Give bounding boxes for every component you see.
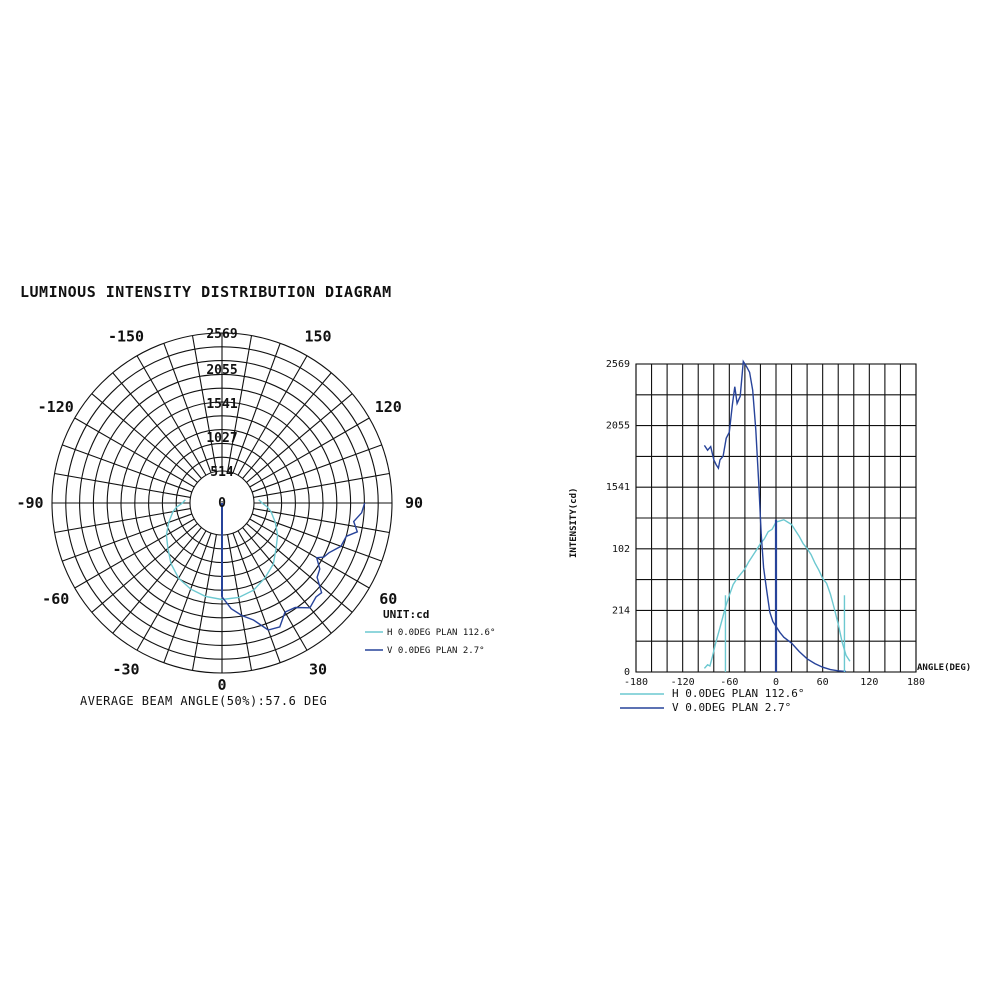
polar-angle-label: -60 [42, 590, 70, 608]
polar-angle-label: 90 [404, 494, 424, 512]
cart-legend-v-text: V 0.0DEG PLAN 2.7° [672, 701, 792, 714]
polar-angle-label: -150 [107, 327, 145, 346]
legend-h-text: H 0.0DEG PLAN 112.6° [387, 628, 496, 638]
y-tick-label: 1541 [605, 482, 630, 494]
polar-spoke [243, 373, 332, 479]
y-tick-label: 2569 [605, 359, 630, 370]
cartesian-series [704, 362, 850, 673]
x-tick-label: -120 [670, 677, 695, 688]
legend-v-text: V 0.0DEG PLAN 2.7° [387, 646, 485, 656]
polar-ring-label: 1027 [206, 431, 238, 446]
polar-spoke [247, 524, 353, 613]
y-tick-label: 0 [623, 667, 630, 678]
cart-legend-h-text: H 0.0DEG PLAN 112.6° [672, 687, 805, 700]
polar-spoke [92, 394, 198, 483]
polar-spoke [192, 535, 216, 671]
polar-spoke [62, 514, 192, 561]
y-tick-label: 214 [611, 605, 630, 617]
polar-spoke [164, 343, 211, 473]
polar-angle-label: 150 [304, 327, 332, 346]
x-tick-label: -180 [623, 677, 649, 688]
polar-chart [0, 300, 496, 720]
polar-spoke [233, 343, 280, 473]
page-title: LUMINOUS INTENSITY DISTRIBUTION DIAGRAM [20, 283, 392, 301]
polar-angle-label: 30 [308, 660, 328, 679]
polar-spoke [164, 533, 211, 663]
polar-angle-label: 120 [374, 398, 402, 416]
polar-angle-label: 60 [379, 590, 398, 608]
polar-ring-label: 1541 [206, 397, 238, 412]
polar-ring-label: 2569 [206, 327, 238, 342]
cart-series-h-line [704, 520, 850, 669]
polar-spoke [252, 514, 382, 561]
polar-spoke [252, 445, 382, 492]
x-tick-label: 60 [816, 677, 829, 688]
polar-spoke [92, 524, 198, 613]
polar-spoke [228, 535, 252, 671]
unit-label: UNIT:cd [383, 608, 430, 621]
polar-spoke [113, 373, 202, 479]
x-tick-label: 180 [906, 677, 926, 688]
y-axis-label: INTENSITY(cd) [569, 487, 579, 558]
polar-angle-label: 0 [217, 676, 227, 694]
polar-angle-label: -90 [16, 494, 44, 512]
polar-spoke [254, 473, 390, 497]
polar-angle-label: -120 [37, 398, 74, 416]
polar-ring-label: 2055 [206, 363, 238, 378]
cart-legend [620, 687, 804, 714]
polar-spoke [247, 394, 353, 483]
beam-angle-label: AVERAGE BEAM ANGLE(50%):57.6 DEG [80, 694, 328, 708]
x-tick-label: -60 [720, 677, 739, 688]
y-tick-label: 102 [611, 543, 630, 555]
polar-spoke [55, 473, 191, 497]
y-tick-label: 2055 [605, 420, 630, 432]
x-tick-label: 120 [860, 677, 879, 688]
polar-spoke [233, 533, 280, 663]
cartesian-labels [606, 359, 925, 688]
polar-ring-label: 0 [218, 496, 226, 511]
x-tick-label: 0 [772, 677, 780, 688]
polar-ring-label: 514 [210, 465, 234, 480]
cartesian-chart [560, 340, 1000, 730]
polar-legend [365, 628, 495, 656]
x-axis-label: ANGLE(DEG) [917, 663, 972, 673]
polar-spoke [113, 528, 202, 634]
polar-angle-label: -30 [112, 660, 140, 679]
polar-spoke [62, 445, 192, 492]
